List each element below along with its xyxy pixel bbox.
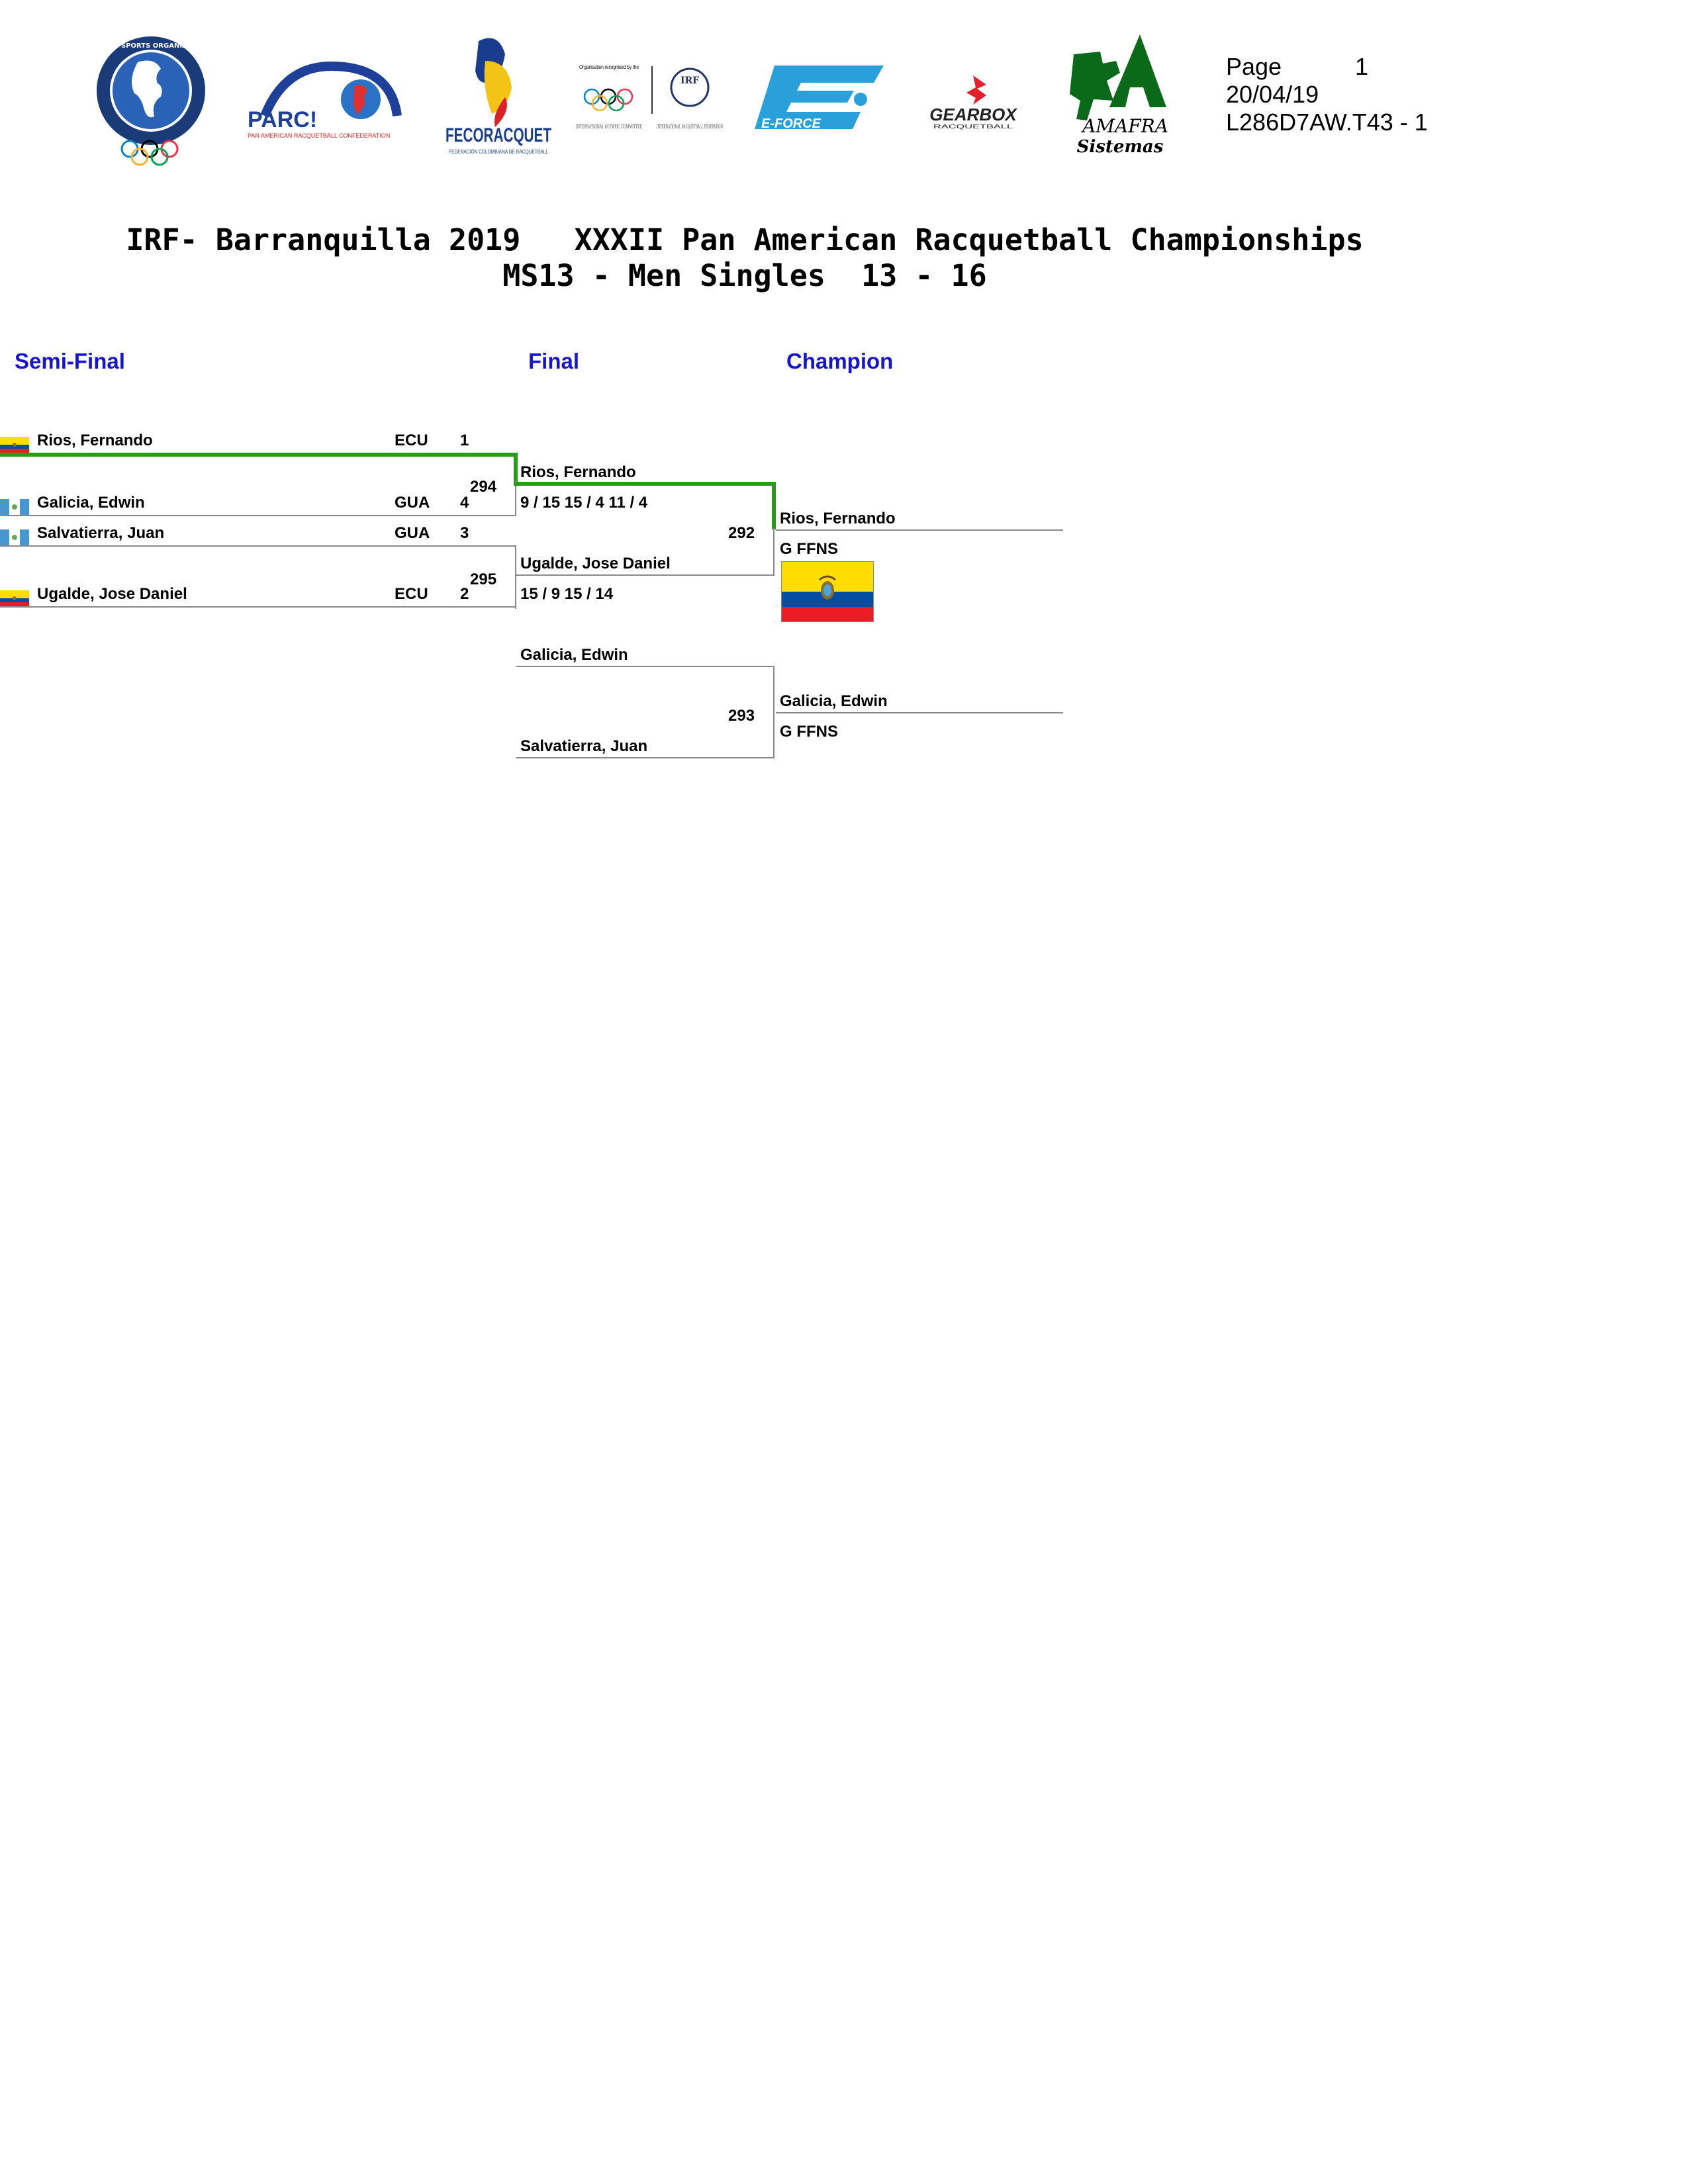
gearbox-logo-subtext: RACQUETBALL	[933, 124, 1014, 130]
semi-player-1-country: ECU	[395, 432, 428, 449]
gearbox-logo	[914, 71, 1033, 131]
winner-path-line	[772, 482, 776, 529]
semi-player-1-name: Rios, Fernando	[37, 432, 153, 449]
third-place-match-number: 293	[728, 707, 755, 725]
semi-match-2-number: 295	[470, 570, 497, 588]
ioc-caption: INTERNATIONAL OLYMPIC COMMITTEE	[576, 124, 643, 130]
report-date: 20/04/19	[1226, 81, 1319, 108]
bracket-line	[516, 574, 774, 576]
fecoracquet-logo-text: FECORACQUET	[445, 124, 551, 146]
bracket-line	[776, 712, 1063, 713]
round-label-final: Final	[528, 349, 580, 373]
bracket-line	[0, 545, 516, 547]
bracket-line	[0, 515, 516, 516]
parc-logo-subtext: PAN AMERICAN RACQUETBALL CONFEDERATION	[248, 132, 391, 139]
round-label-semi-final: Semi-Final	[15, 349, 125, 373]
bracket-line	[773, 666, 774, 758]
semi-player-3-name: Salvatierra, Juan	[37, 524, 165, 542]
semi-player-2-seed: 4	[460, 494, 469, 512]
third-place-top-player-name: Galicia, Edwin	[520, 646, 628, 664]
event-title: MS13 - Men Singles 13 - 16	[502, 258, 987, 293]
final-top-player-name: Rios, Fernando	[520, 463, 636, 481]
bracket-line	[773, 528, 774, 576]
bracket-line	[515, 480, 516, 516]
semi-player-2-country: GUA	[395, 494, 430, 512]
page-number: 1	[1355, 53, 1369, 80]
page-info	[1226, 53, 1428, 136]
round-label-champion: Champion	[786, 349, 894, 373]
ecuador-flag-icon	[781, 561, 874, 622]
bracket-line	[516, 666, 774, 667]
amafra-logo	[1067, 34, 1180, 160]
ecuador-flag-icon	[0, 590, 29, 606]
winner-path-line	[0, 453, 518, 457]
winner-path-line	[514, 482, 776, 486]
ioc-irf-logo	[576, 61, 728, 144]
semi-player-1-seed: 1	[460, 432, 469, 449]
bracket-line	[776, 529, 1063, 531]
champion-note: G FFNS	[780, 540, 838, 558]
gearbox-logo-text: GEARBOX	[929, 105, 1017, 124]
third-place-bottom-player-name: Salvatierra, Juan	[520, 737, 648, 755]
guatemala-flag-icon	[0, 529, 29, 545]
bracket-line	[516, 757, 774, 758]
semi-player-2-name: Galicia, Edwin	[37, 494, 145, 512]
semi-player-3-seed: 3	[460, 524, 469, 542]
panam-logo-text: PANAM SPORTS ORGANIZATION	[92, 42, 210, 50]
svg-text:IRF: IRF	[680, 75, 700, 86]
bracket-line	[515, 545, 516, 609]
final-bottom-score: 15 / 9 15 / 14	[520, 585, 614, 603]
parc-logo	[245, 60, 404, 146]
semi-player-4-seed: 2	[460, 585, 469, 603]
semi-player-4-name: Ugalde, Jose Daniel	[37, 585, 187, 603]
irf-caption: INTERNATIONAL RACQUETBALL FEDERATION	[657, 124, 723, 130]
semi-player-4-country: ECU	[395, 585, 428, 603]
ioc-irf-logo-text: Organisation recognised by the	[579, 64, 639, 70]
semi-player-3-country: GUA	[395, 524, 430, 542]
final-bottom-player-name: Ugalde, Jose Daniel	[520, 555, 671, 572]
panam-sports-logo	[85, 28, 217, 170]
champion-name: Rios, Fernando	[780, 510, 896, 527]
report-code: L286D7AW.T43 - 1	[1226, 109, 1428, 136]
final-top-score: 9 / 15 15 / 4 11 / 4	[520, 494, 648, 512]
final-match-number: 292	[728, 524, 755, 542]
ecuador-flag-icon	[0, 437, 29, 453]
e-force-logo	[755, 63, 887, 136]
bracket-line	[0, 606, 516, 608]
semi-match-1-number: 294	[470, 478, 497, 496]
parc-logo-text: PARC!	[248, 107, 318, 132]
e-force-logo-text: E-FORCE	[761, 116, 821, 131]
amafra-logo-subtext: Sistemas	[1076, 137, 1164, 157]
winner-path-line	[514, 453, 518, 482]
third-place-winner-name: Galicia, Edwin	[780, 692, 888, 710]
third-place-winner-note: G FFNS	[780, 723, 838, 741]
page-label: Page	[1226, 53, 1282, 80]
fecoracquet-logo	[442, 34, 555, 163]
guatemala-flag-icon	[0, 499, 29, 515]
tournament-title: IRF- Barranquilla 2019 XXXII Pan American Racquetball Championships	[126, 222, 1364, 257]
amafra-logo-text: AMAFRA	[1082, 115, 1168, 137]
fecoracquet-logo-subtext: FEDERACIÓN COLOMBIANA DE RACQUETBALL	[449, 149, 549, 155]
